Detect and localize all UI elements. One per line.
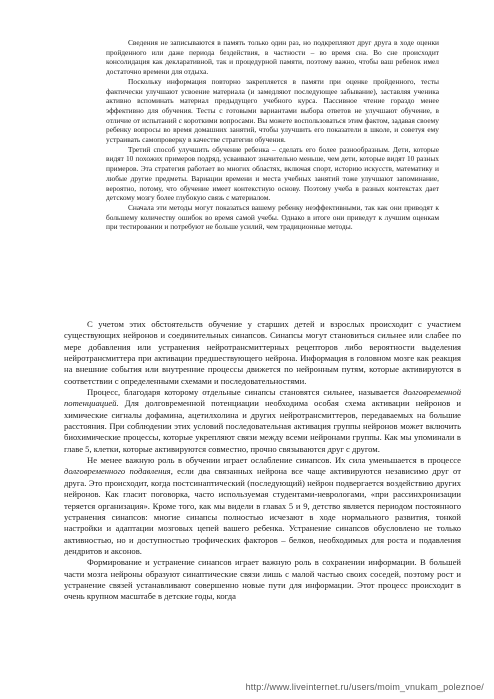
term-long-term-depression: долговременного подавления bbox=[64, 466, 171, 477]
main-paragraph-1: С учетом этих обстоятельств обучение у старших детей и взрослых происходит с участием существующих нейронов и соединительных синапсов. Синапсы могут становиться сильнее или слабее по мере добавления или устранения нейротрансмиттерных рецепторов либо вероятности выделения нейротрансмиттера при активации предшествующего нейрона. Информация в головном мозге как реакция на внешние события или внутренние процессы движется по нейронным путям, которые активируются в соответствии с определенными схемами и последовательностями. bbox=[64, 319, 461, 386]
paragraph-text: , если два связанных нейрона все чаще активируются независимо друг от друга. Это происходит, когда постсинаптический (последующий) нейрон подвергается воздействию других нейронов. Как гласит поговорка, часто используемая студентами-неврологами, «при рассинхронизации теряется организация». Кроме того, как мы видели в главах 5 и 9, детство является периодом постоянного устранения синапсов: многие синапсы полностью исчезают в ходе нормального развития, тонкой настройки и адаптации мозговых цепей вашего ребенка. Устранение синапсов обусловлено не только активностью, но и доступностью трофических факторов – белков, необходимых для роста и подавления дендритов и аксонов. bbox=[64, 466, 462, 556]
inset-paragraph-3: Третий способ улучшить обучение ребенка – сделать его более разнообразным. Дети, которые видят 10 похожих примеров подряд, усваивают значительно меньше, чем дети, которые видят 10 разных примеров. Эта стратегия работает во многих областях, включая спорт, историю искусств, математику и любые другие предметы. Вариации времени и места учебных занятий тоже улучшают запоминание, вероятно, потому, что обучение имеет контекстную основу. Поэтому учеба в разных контекстах дает детскому мозгу более глубокую связь с материалом. bbox=[106, 144, 439, 203]
inset-block bbox=[106, 38, 439, 232]
main-paragraph-3 bbox=[64, 455, 461, 557]
paragraph-text: Процесс, благодаря которому отдельные синапсы становятся сильнее, называется bbox=[87, 387, 404, 398]
source-url[interactable]: http://www.liveinternet.ru/users/moim_vnukam_poleznoe/ bbox=[245, 682, 484, 692]
paragraph-text: Не менее важную роль в обучении играет ослабление синапсов. Их сила уменьшается в процессе bbox=[87, 455, 461, 466]
paragraph-text: Для долговременной потенциации необходима особая схема активации нейронов и химические сигналы дофамина, ацетилхолина и других нейротрансмиттеров, передаваемых на большие расстояния. При соблюдении этих условий последовательная активация группы нейронов может включить биохимические процессы, которые укрепляют связи между всеми нейронами группы. Как мы упоминали в главе 5, клетки, которые активируются совместно, прочно связываются друг с другом. bbox=[64, 398, 461, 454]
inset-paragraph-1: Сведения не записываются в память только один раз, но подкрепляют друг друга в ходе оценки пройденного или даже периода бездействия, в частности – во время сна. Во сне происходит консолидация как декларативной, так и процедурной памяти, поэтому важно, чтобы ваш ребенок имел достаточно времени для отдыха. bbox=[106, 38, 439, 77]
term-long-term-potentiation: долговременной потенциацией. bbox=[64, 387, 461, 409]
inset-paragraph-4: Сначала эти методы могут показаться вашему ребенку неэффективными, так как они приводят к большему количеству ошибок во время самой учебы. Однако в итоге они приведут к лучшим оценкам при тестировании и потребуют не больше усилий, чем традиционные методы. bbox=[106, 202, 439, 232]
main-text bbox=[64, 319, 461, 603]
inset-paragraph-2: Поскольку информация повторно закрепляется в памяти при оценке пройденного, тесты фактически улучшают усвоение материала (и замедляют последующее забывание), заставляя ученика активно вспоминать материал предыдущего учебного курса. Пассивное чтение гораздо менее эффективно для обучения. Тесты с готовыми вариантами выбора ответов не улучшают обучение, в отличие от испытаний с короткими вопросами. Вы можете воспользоваться этим фактом, задавая своему ребенку вопросы во время домашних занятий, чтобы улучшить его показатели в школе, и советуя ему устраивать самопроверку в качестве стратегии обучения. bbox=[106, 76, 439, 145]
main-paragraph-2 bbox=[64, 387, 461, 455]
main-paragraph-4: Формирование и устранение синапсов играет важную роль в сохранении информации. В большей части мозга нейроны образуют синаптические связи лишь с малой частью своих соседей, поэтому рост и устранение связей устанавливают совершенно новые пути для информации. Этот процесс происходит в очень крупном масштабе в детские годы, когда bbox=[64, 557, 461, 602]
